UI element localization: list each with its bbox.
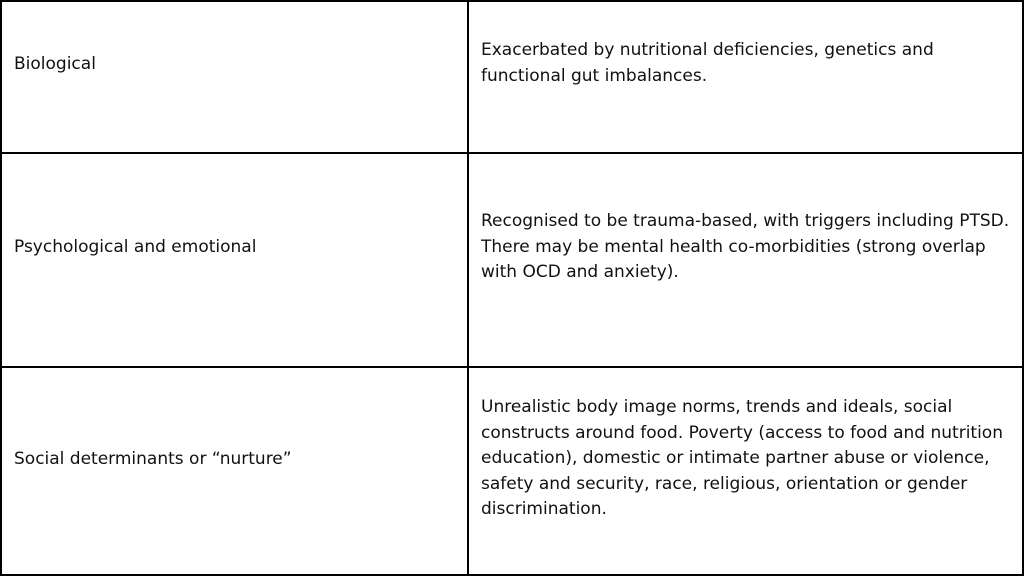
description-text: Unrealistic body image norms, trends and ideals, social constructs around food. Poverty (access to food and nutrition education), domestic or intimate partner abuse or violence, safety and security, race, religious, orientation or gender discrimination. bbox=[481, 397, 1003, 519]
description-cell bbox=[467, 152, 1024, 368]
factor-label: Psychological and emotional bbox=[14, 237, 257, 257]
table-row bbox=[0, 0, 1024, 154]
description-text: Exacerbated by nutritional deficiencies, genetics and functional gut imbalances. bbox=[481, 40, 934, 86]
description-text: Recognised to be trauma-based, with triggers including PTSD. There may be mental health co-morbidities (strong overlap with OCD and anxiety). bbox=[481, 211, 1010, 282]
factor-label: Biological bbox=[14, 54, 96, 74]
description-cell bbox=[467, 366, 1024, 576]
table-row bbox=[0, 152, 1024, 368]
description-cell bbox=[467, 0, 1024, 154]
table-row bbox=[0, 366, 1024, 576]
factor-label: Social determinants or “nurture” bbox=[14, 449, 292, 469]
factor-cell bbox=[0, 366, 469, 576]
factor-cell bbox=[0, 152, 469, 368]
factor-cell bbox=[0, 0, 469, 154]
